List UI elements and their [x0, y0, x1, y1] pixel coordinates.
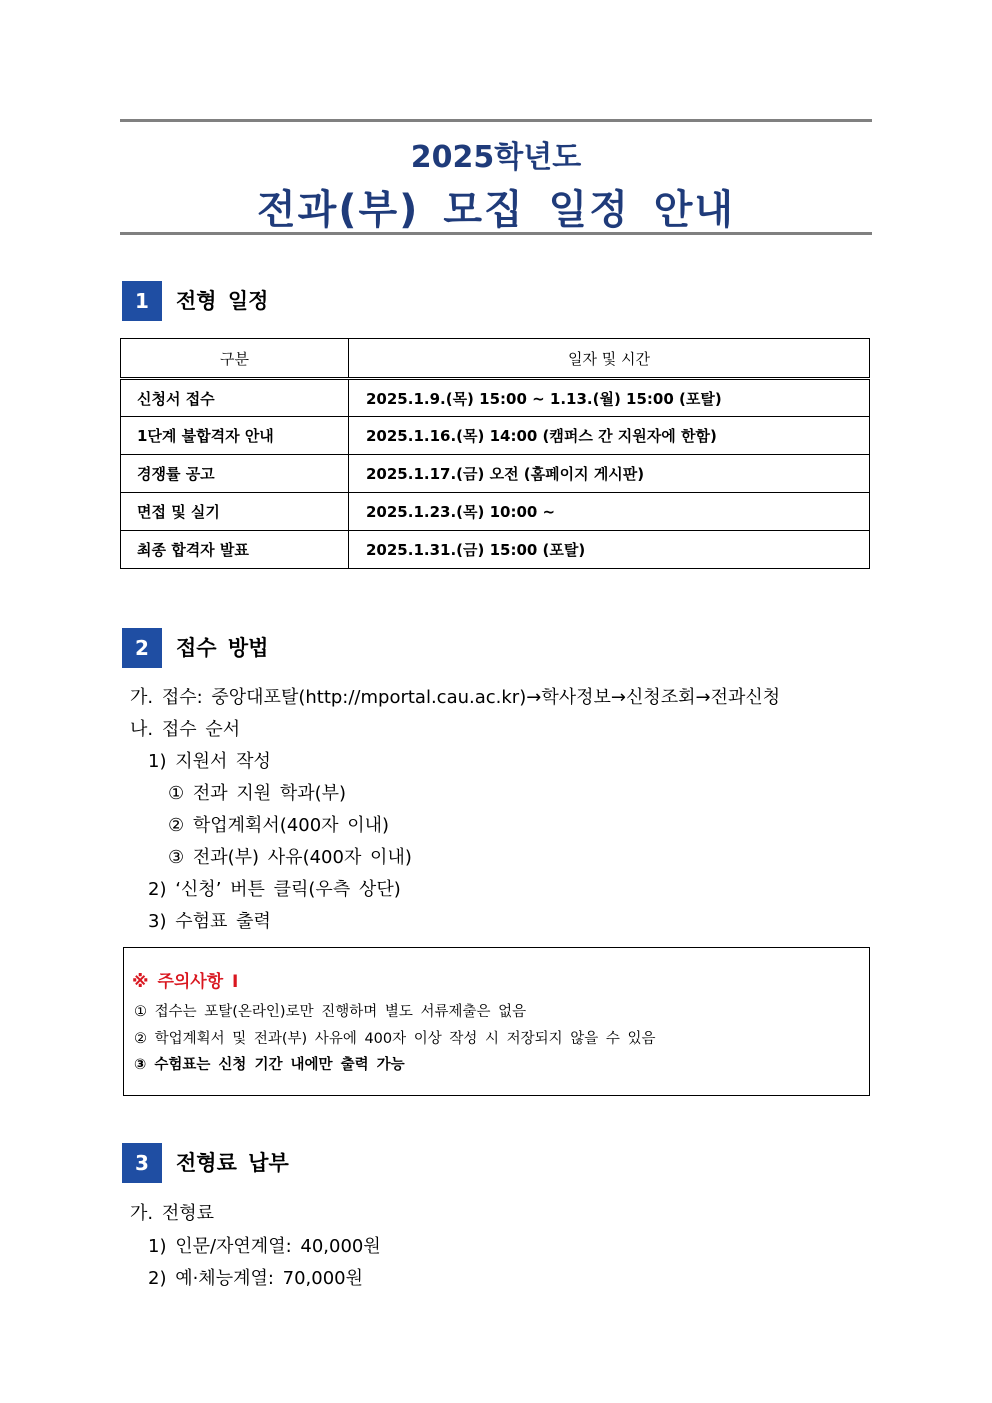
table-header-datetime: 일자 및 시간 — [349, 339, 870, 379]
schedule-table — [120, 338, 870, 569]
table-row — [121, 493, 870, 531]
fee-item: 1) 인문/자연계열: 40,000원 — [148, 1236, 381, 1257]
table-cell-category: 최종 합격자 발표 — [121, 531, 349, 569]
notice-title: ※ 주의사항 Ⅰ — [132, 972, 239, 992]
section-title: 접수 방법 — [176, 636, 269, 660]
table-cell-category: 경쟁률 공고 — [121, 455, 349, 493]
fee-heading-line: 가. 전형료 — [130, 1203, 214, 1224]
table-row — [121, 379, 870, 417]
section-number-badge: 3 — [122, 1143, 162, 1183]
table-header-row — [121, 339, 870, 379]
order-substep-1: ① 전과 지원 학과(부) — [168, 783, 347, 804]
section-title: 전형료 납부 — [176, 1151, 289, 1175]
section-number-badge: 2 — [122, 628, 162, 668]
order-step-1: 1) 지원서 작성 — [148, 751, 271, 772]
notice-box — [123, 947, 870, 1096]
notice-item: ③ 수험표는 신청 기간 내에만 출력 가능 — [134, 1057, 405, 1073]
order-step-2: 2) ‘신청’ 버튼 클릭(우측 상단) — [148, 879, 401, 900]
order-step-3: 3) 수험표 출력 — [148, 911, 271, 932]
table-cell-datetime: 2025.1.9.(목) 15:00 ~ 1.13.(월) 15:00 (포탈) — [349, 379, 870, 417]
order-substep-2: ② 학업계획서(400자 이내) — [168, 815, 390, 836]
title-block — [120, 119, 872, 235]
table-row — [121, 455, 870, 493]
application-order-line: 나. 접수 순서 — [130, 719, 241, 740]
section-title: 전형 일정 — [176, 289, 269, 313]
title-year: 2025학년도 — [410, 140, 582, 175]
notice-item: ② 학업계획서 및 전과(부) 사유에 400자 이상 작성 시 저장되지 않을 수 있음 — [134, 1031, 656, 1047]
order-substep-3: ③ 전과(부) 사유(400자 이내) — [168, 847, 412, 868]
table-header-category: 구분 — [121, 339, 349, 379]
section-number-badge: 1 — [122, 281, 162, 321]
fee-item: 2) 예·체능계열: 70,000원 — [148, 1268, 364, 1289]
table-row — [121, 531, 870, 569]
table-cell-datetime: 2025.1.23.(목) 10:00 ~ — [349, 493, 870, 531]
notice-item: ① 접수는 포탈(온라인)로만 진행하며 별도 서류제출은 없음 — [134, 1004, 527, 1020]
table-cell-datetime: 2025.1.17.(금) 오전 (홈페이지 게시판) — [349, 455, 870, 493]
table-cell-category: 신청서 접수 — [121, 379, 349, 417]
table-cell-category: 1단계 불합격자 안내 — [121, 417, 349, 455]
table-cell-datetime: 2025.1.31.(금) 15:00 (포탈) — [349, 531, 870, 569]
table-cell-category: 면접 및 실기 — [121, 493, 349, 531]
application-method-line: 가. 접수: 중앙대포탈(http://mportal.cau.ac.kr)→학사정보→신청조회→전과신청 — [130, 687, 781, 708]
page-title: 전과(부) 모집 일정 안내 — [256, 187, 736, 233]
table-cell-datetime: 2025.1.16.(목) 14:00 (캠퍼스 간 지원자에 한함) — [349, 417, 870, 455]
table-row — [121, 417, 870, 455]
